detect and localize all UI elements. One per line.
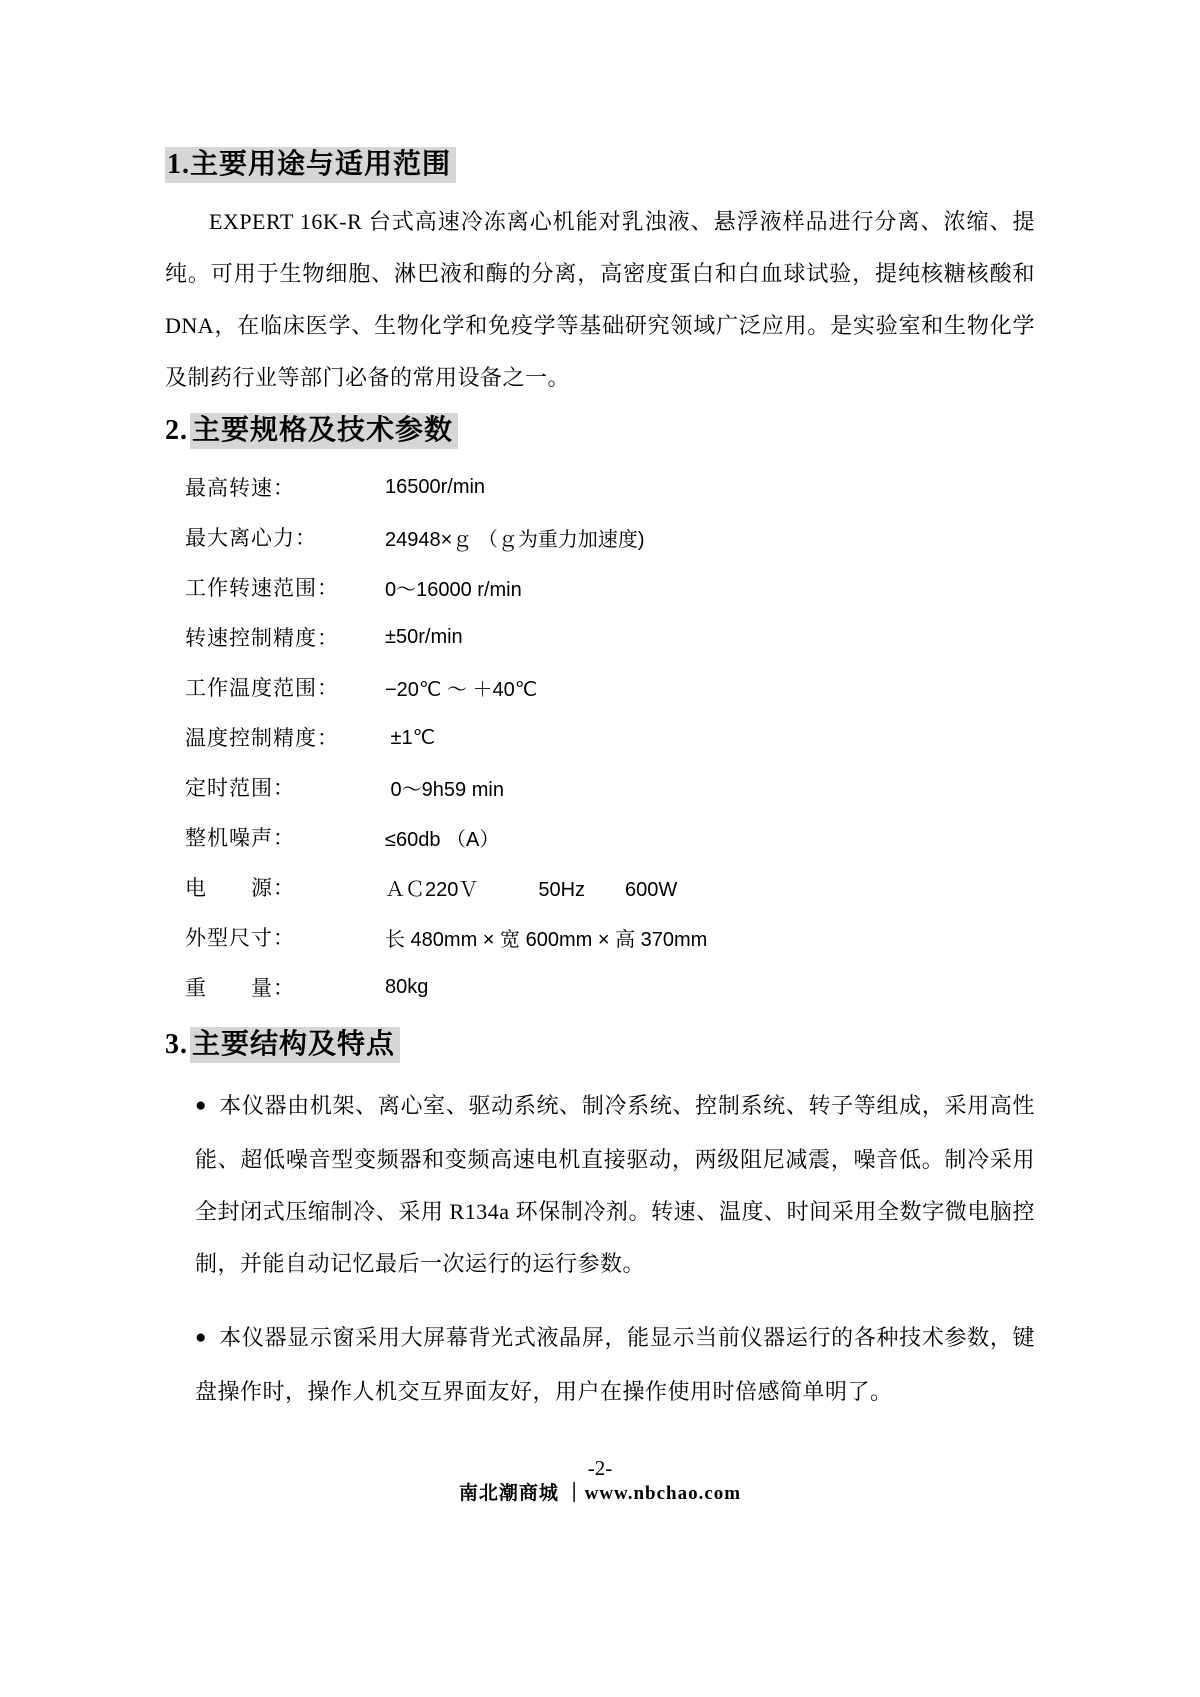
section-2-number: 2.: [165, 415, 188, 446]
feature-item-structure: [195, 1080, 1035, 1290]
spec-value: 0～16000 r/min: [385, 578, 522, 601]
spec-label: 整机噪声：: [185, 826, 295, 850]
spec-label: 最大离心力：: [185, 526, 317, 550]
spec-value: 16500r/min: [385, 475, 486, 498]
spec-table: [165, 462, 1035, 1012]
spec-label: 工作温度范围：: [185, 676, 339, 700]
spec-row-dimensions: [185, 912, 1035, 962]
feature-item-text: 本仪器由机架、离心室、驱动系统、制冷系统、控制系统、转子等组成，采用高性能、超低噪音型变频器和变频高速电机直接驱动，两级阻尼减震，噪音低。制冷采用全封闭式压缩制冷、采用 R134a 环保制冷剂。转速、温度、时间采用全数字微电脑控制，并能自动记忆最后一次运行的运行参数。: [195, 1093, 1035, 1276]
section-1-heading-text: 1.主要用途与适用范围: [165, 147, 456, 183]
intro-paragraph: EXPERT 16K-R 台式高速冷冻离心机能对乳浊液、悬浮液样品进行分离、浓缩、提纯。可用于生物细胞、淋巴液和酶的分离，高密度蛋白和白血球试验，提纯核糖核酸和 DNA，在临床医学、生物化学和免疫学等基础研究领域广泛应用。是实验室和生物化学及制药行业等部门必备的常用设备之一。: [165, 209, 1035, 390]
spec-label: 重 量：: [185, 976, 295, 1000]
spec-value: ±50r/min: [385, 625, 463, 648]
section-3-number: 3.: [165, 1029, 188, 1060]
spec-value: ±1℃: [385, 726, 436, 749]
feature-list: [165, 1080, 1035, 1418]
section-3-heading: [165, 1026, 1035, 1064]
footer-text: 南北潮商城 ｜www.nbchao.com: [458, 1483, 742, 1504]
spec-row-temp-accuracy: [185, 712, 1035, 762]
spec-label: 定时范围：: [185, 776, 295, 800]
spec-row-weight: [185, 962, 1035, 1012]
spec-row-temp-range: [185, 662, 1035, 712]
spec-row-speed-range: [185, 562, 1035, 612]
spec-value: ≤60db （A）: [385, 828, 500, 851]
bullet-icon: ●: [195, 1095, 208, 1116]
section-2-heading-text: 主要规格及技术参数: [190, 413, 458, 449]
spec-row-power: [185, 862, 1035, 912]
spec-label: 工作转速范围：: [185, 576, 339, 600]
spec-value: ＡＣ220Ｖ 50Hz 600W: [385, 878, 678, 901]
page-number: -2-: [587, 1456, 613, 1480]
spec-value: −20℃ ～ ＋40℃: [385, 678, 538, 701]
feature-item-display: [195, 1312, 1035, 1418]
spec-row-max-rcf: [185, 512, 1035, 562]
spec-label: 温度控制精度：: [185, 726, 339, 750]
spec-label: 转速控制精度：: [185, 626, 339, 650]
spec-value: 24948×ｇ （ｇ为重力加速度): [385, 528, 645, 551]
bullet-icon: ●: [195, 1327, 208, 1348]
section-2-heading: [165, 412, 1035, 450]
feature-item-text: 本仪器显示窗采用大屏幕背光式液晶屏，能显示当前仪器运行的各种技术参数，键盘操作时，操作人机交互界面友好，用户在操作使用时倍感简单明了。: [195, 1325, 1035, 1404]
spec-row-timer-range: [185, 762, 1035, 812]
spec-row-speed-accuracy: [185, 612, 1035, 662]
spec-label: 外型尺寸：: [185, 926, 295, 950]
section-3-heading-text: 主要结构及特点: [190, 1027, 400, 1063]
section-1-heading: [165, 146, 1035, 184]
spec-value: 长 480mm × 宽 600mm × 高 370mm: [385, 928, 708, 951]
spec-row-max-speed: [185, 462, 1035, 512]
spec-value: 80kg: [385, 975, 429, 998]
spec-row-noise: [185, 812, 1035, 862]
spec-label: 电 源：: [185, 876, 295, 900]
spec-value: 0～9h59 min: [385, 778, 504, 801]
spec-label: 最高转速：: [185, 476, 295, 500]
